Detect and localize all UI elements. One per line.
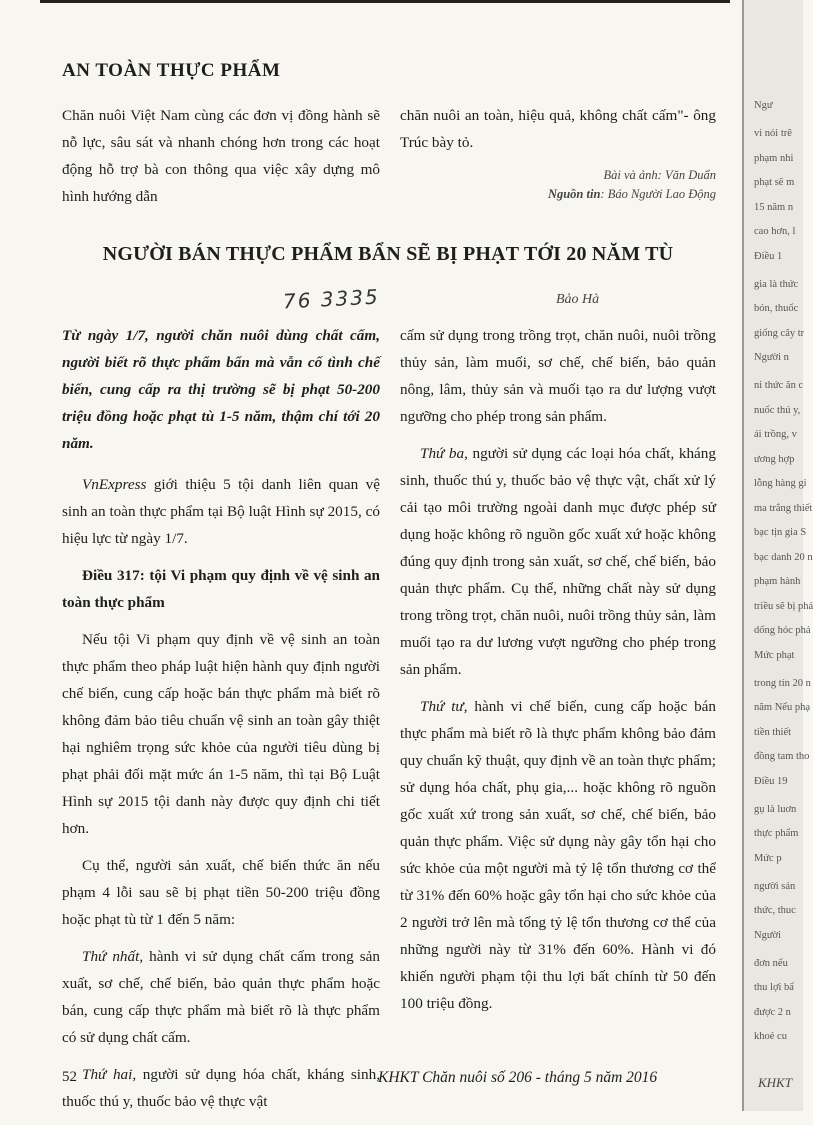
adjacent-page-fragment: vi nói trê <box>754 128 792 139</box>
adjacent-page-fragment: năm Nếu phạ <box>754 702 810 713</box>
paragraph-continued: cấm sử dụng trong trồng trọt, chăn nuôi, nuôi trồng thủy sản, làm muối, sơ chế, chế biến, bảo quản nông, lâm, thủy sản và muối tạo ra dư lượng vượt ngưỡng cho phép trong sản phẩm. <box>400 327 716 425</box>
credit-author: Bài và ảnh: Văn Duẩn <box>603 168 716 182</box>
adjacent-page-fragment: người sản <box>754 880 796 892</box>
paragraph: Cụ thể, người sản xuất, chế biến thức ăn nếu phạm 4 lỗi sau sẽ bị phạt tiền 50-200 triệu đồng hoặc phạt tù từ 1 đến 5 năm: <box>62 857 380 928</box>
handwritten-note: 76 3335 <box>282 284 381 314</box>
adjacent-page-fragment: 15 năm n <box>754 201 794 213</box>
adjacent-page-fragment: tiền thiết <box>754 726 792 738</box>
article-left-column <box>62 322 380 1125</box>
adjacent-page-fragment: khoẻ cu <box>754 1031 787 1042</box>
adjacent-page-fragment: triều sẽ bị phá <box>754 600 813 612</box>
adjacent-page-fragment: trong tín 20 n <box>754 677 811 689</box>
article-subheading: Điều 317: tội Vi phạm quy định về vệ sinh an toàn thực phẩm <box>62 567 380 611</box>
article-right-column <box>400 322 716 1027</box>
adjacent-page-fragment: được 2 n <box>754 1006 791 1018</box>
item-text: , người sử dụng hóa chất, kháng sinh, thuốc thú y, thuốc bảo vệ thực vật <box>62 1066 381 1110</box>
source-name: VnExpress <box>82 476 147 493</box>
adjacent-page-fragment: gụ là luơn <box>754 803 797 815</box>
continuation-text-right: chăn nuôi an toàn, hiệu quả, không chất cấm"- ông Trúc bày tỏ. <box>400 107 716 151</box>
adjacent-page-fragment: dống hóc phả <box>754 625 811 636</box>
paragraph-item <box>400 440 716 683</box>
adjacent-page-fragment: gia là thức <box>754 278 799 290</box>
item-text: , hành vi sử dụng chất cấm trong sản xuất, sơ chế, chế biến, bảo quản thực phẩm hoặc bán, cung cấp thực phẩm mà biết rõ là thực phẩm có sử dụng chất cấm. <box>62 948 380 1046</box>
adjacent-page-fragment: nuốc thú y, <box>754 404 801 416</box>
publication-footer: KHKT Chăn nuôi số 206 - tháng 5 năm 2016 <box>378 1069 658 1086</box>
adjacent-page-fragment: Người <box>754 929 781 941</box>
adjacent-page-fragment: phạt sẽ m <box>754 177 795 188</box>
credit-source <box>400 185 716 204</box>
page-number: 52 <box>62 1069 77 1085</box>
adjacent-page-fragment: Điều 1 <box>754 250 783 262</box>
item-text: , hành vi chế biến, cung cấp hoặc bán thực phẩm mà biết rõ là thực phẩm không bảo đảm quy chuẩn kỹ thuật, quy định về an toàn thực phẩm; sử dụng hóa chất, phụ gia,... hoặc không rõ nguồn gốc xuất xứ trong sản xuất, sơ chế, chế biến, bảo quản thực phẩm. Việc sử dụng này gây tổn hại cho sức khỏe của một người mà tỷ lệ tổn thương cơ thể từ 31% đến 60% hoặc gây tổn hại cho sức khỏe của 2 người trở lên mà tổng tỷ lệ tổn thương cơ thể của những người này từ 31% đến 60%. Hành vi đó khiến người phạm tội thu lợi bất chính từ 50 đến 100 triệu đồng. <box>400 698 716 1012</box>
credit-source-label: Nguồn tin <box>547 187 601 201</box>
adjacent-page-fragment: ái trồng, v <box>754 429 797 440</box>
adjacent-page-fragment: ương hợp <box>754 453 795 465</box>
adjacent-page-fragment: Người n <box>754 352 789 363</box>
item-label: Thứ ba <box>420 445 465 462</box>
adjacent-page-fragment: Điều 19 <box>754 775 788 787</box>
adjacent-page-fragment: lỗng hàng gi <box>754 478 807 489</box>
adjacent-page-fragment: ni thức ăn c <box>754 380 804 391</box>
adjacent-page-fragment: cao hơn, l <box>754 226 796 237</box>
adjacent-page-fragment: đồng tam tho <box>754 751 810 762</box>
adjacent-page-fragment: Mức phạt <box>754 649 795 661</box>
continuation-text-left: Chăn nuôi Việt Nam cùng các đơn vị đồng hành sẽ nỗ lực, sâu sát và nhanh chóng hơn trong các hoạt động hỗ trợ bà con thông qua việc xây dựng mô hình hướng dẫn <box>62 107 380 205</box>
article-byline: Bảo Hà <box>556 292 600 307</box>
adjacent-page-fragment: phạm hành <box>754 576 801 587</box>
adjacent-page-fragment: Ngư <box>754 100 773 111</box>
adjacent-page-fragment: Mức p <box>754 852 782 864</box>
paragraph-intro <box>62 471 380 552</box>
adjacent-page-fragment: phạm nhi <box>754 152 794 164</box>
top-rule <box>40 0 730 3</box>
paragraph-item <box>62 943 380 1051</box>
adjacent-page-strip <box>742 0 813 1111</box>
adjacent-page-fragment: giống cây tr <box>754 327 805 339</box>
adjacent-page-fragment: đơn nếu <box>754 957 788 969</box>
adjacent-page-fragment: ma trắng thiết <box>754 502 813 514</box>
top-left-column <box>62 102 380 210</box>
article-lead: Từ ngày 1/7, người chăn nuôi dùng chất cấm, người biết rõ thực phẩm bẩn mà vẫn cố tình chế biến, cung cấp ra thị trường sẽ bị phạt 50-200 triệu đồng hoặc phạt tù 1-5 năm, thậm chí tới 20 năm. <box>62 327 380 452</box>
top-right-column <box>400 102 716 204</box>
item-label: Thứ nhất <box>82 948 140 965</box>
item-text: , người sử dụng các loại hóa chất, kháng sinh, thuốc thú y, thuốc bảo vệ thực vật, chất xử lý cải tạo môi trường ngoài danh mục được phép sử dụng hoặc không rõ nguồn gốc xuất xứ hoặc không đúng quy định trong sản xuất, sơ chế, chế biến, bảo quản thực phẩm. Cụ thể, những chất này sử dụng trong trồng trọt, chăn nuôi, nuôi trồng thủy sản, làm muối tạo ra dư lương vượt ngưỡng cho phép trong sản phẩm. <box>400 445 716 678</box>
adjacent-page-footer: KHKT <box>758 1075 792 1090</box>
item-label: Thứ tư <box>420 698 464 715</box>
adjacent-page-fragment: thức, thuc <box>754 905 796 916</box>
paragraph-intro-text: giới thiệu 5 tội danh liên quan vệ sinh an toàn thực phẩm tại Bộ luật Hình sự 2015, có hiệu lực từ ngày 1/7. <box>62 476 380 547</box>
adjacent-page-fragment: thu lợi bấ <box>754 982 794 993</box>
adjacent-page-fragment: thực phẩm <box>754 828 799 839</box>
paragraph-item <box>400 693 716 1017</box>
adjacent-page-fragment: bón, thuốc <box>754 303 799 314</box>
item-label: Thứ hai <box>82 1066 133 1083</box>
section-heading: AN TOÀN THỰC PHẨM <box>62 60 281 81</box>
adjacent-page-fragment: bạc tịn gia S <box>754 527 807 538</box>
article-title: NGƯỜI BÁN THỰC PHẨM BẨN SẼ BỊ PHẠT TỚI 20 NĂM TÙ <box>102 243 674 265</box>
credit-source-name: : Báo Người Lao Động <box>600 187 716 201</box>
paragraph: Nếu tội Vi phạm quy định về vệ sinh an toàn thực phẩm theo pháp luật hiện hành quy định người chế biến, cung cấp hoặc bán thực phẩm mà biết rõ không đảm bảo tiêu chuẩn vệ sinh an toàn gây thiệt hại nghiêm trọng sức khỏe của người tiêu dùng bị phạt phải đối mặt mức án 1-5 năm, thì tại Bộ Luật Hình sự 2015 tội danh này được quy định chi tiết hơn. <box>62 631 380 837</box>
adjacent-page-fragment: bạc danh 20 n <box>754 551 813 563</box>
paragraph-item <box>62 1061 380 1115</box>
